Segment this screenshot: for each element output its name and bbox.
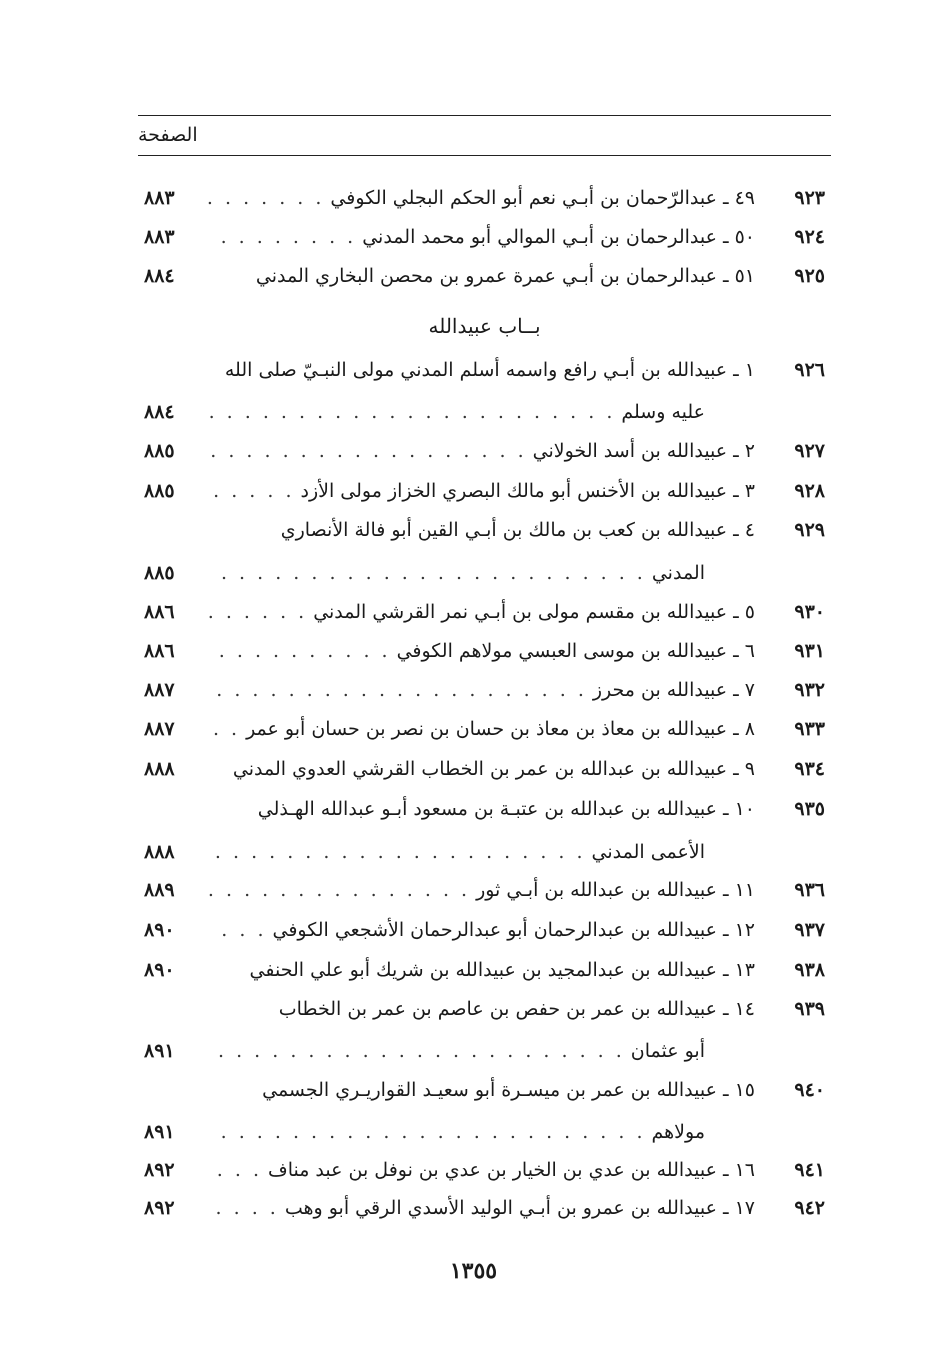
entry-title: ٤ ـ عبيدالله بن كعب بن مالك بن أبـي القين أبو فالة الأنصاري (280, 519, 755, 541)
entry-title: ١٣ ـ عبيدالله بن عبدالمجيد بن عبيدالله بن شريك أبو علي الحنفي (249, 959, 755, 981)
leader-dots (208, 1152, 262, 1188)
entry-page: ٨٨٦ (144, 601, 175, 623)
toc-entry-continuation (138, 394, 831, 430)
header-rule-bottom (138, 155, 831, 156)
entry-page: ٨٨٥ (144, 480, 175, 502)
entry-sequence: ٩٣٠ (794, 601, 825, 623)
entry-sequence: ٩٣٧ (794, 919, 825, 941)
entry-sequence: ٩٤٠ (794, 1079, 825, 1101)
entry-page: ٨٨٨ (144, 758, 175, 780)
entry-sequence: ٩٤٢ (794, 1197, 825, 1219)
toc-entry (138, 1072, 831, 1108)
leader-dots (208, 633, 391, 669)
leader-dots (208, 473, 295, 509)
entry-sequence: ٩٢٨ (794, 480, 825, 502)
entry-title: ٨ ـ عبيدالله بن معاذ بن معاذ بن حسان بن نصر بن حسان أبو عمر (246, 718, 755, 740)
leader-dots (208, 834, 586, 870)
entry-sequence: ٩٣٨ (794, 959, 825, 981)
entry-page: ٨٨٦ (144, 640, 175, 662)
toc-entry (138, 633, 831, 669)
entry-page: ٨٨٧ (144, 718, 175, 740)
page-number: ١٣٥٥ (449, 1258, 498, 1284)
entry-page: ٨٩١ (144, 1121, 175, 1143)
leader-dots (208, 394, 615, 430)
leader-dots (208, 711, 240, 747)
toc-entry (138, 219, 831, 255)
toc-entry-continuation (138, 1114, 831, 1150)
entry-title-continuation: المدني (651, 562, 705, 584)
entry-title: ١٢ ـ عبيدالله بن عبدالرحمان أبو عبدالرحمان الأشجعي الكوفي (272, 919, 755, 941)
entry-sequence: ٩٣٥ (794, 798, 825, 820)
entry-page: ٨٨٧ (144, 679, 175, 701)
entry-title: ٣ ـ عبيدالله بن الأخنس أبو مالك البصري الخزاز مولى الأزد (300, 480, 755, 502)
entry-sequence: ٩٢٧ (794, 440, 825, 462)
entry-title: ١٠ ـ عبيدالله بن عبدالله بن عتبـة بن مسعود أبـو عبدالله الهـذلي (257, 798, 755, 820)
toc-entry-continuation (138, 1033, 831, 1069)
entry-sequence: ٩٣١ (794, 640, 825, 662)
header-rule-top (138, 115, 831, 116)
entry-title: ٥٠ ـ عبدالرحمان بن أبـي الموالي أبو محمد المدني (362, 226, 755, 248)
leader-dots (208, 672, 587, 708)
entry-page: ٨٨٩ (144, 879, 175, 901)
entry-page: ٨٨٣ (144, 187, 175, 209)
leader-dots (208, 433, 527, 469)
entry-title: ٥ ـ عبيدالله بن مقسم مولى بن أبـي نمر القرشي المدني (313, 601, 755, 623)
toc-entry (138, 473, 831, 509)
entry-title: ١٥ ـ عبيدالله بن عمر بن ميسـرة أبو سعيـد القواريـري الجسمي (262, 1079, 755, 1101)
toc-entry (138, 872, 831, 908)
entry-page: ٨٨٨ (144, 841, 175, 863)
page-column-label: الصفحة (138, 124, 198, 146)
leader-dots (208, 1114, 646, 1150)
toc-entry (138, 912, 831, 948)
entry-sequence: ٩٣٣ (794, 718, 825, 740)
entry-page: ٨٨٤ (144, 265, 175, 287)
toc-entry (138, 433, 831, 469)
entry-title-continuation: أبو عثمان (630, 1040, 705, 1062)
entry-sequence: ٩٢٦ (794, 359, 825, 381)
entry-title: ٢ ـ عبيدالله بن أسد الخولاني (532, 440, 755, 462)
toc-entry (138, 751, 831, 787)
toc-entry-continuation (138, 555, 831, 591)
toc-entry (138, 791, 831, 827)
entry-page: ٨٨٣ (144, 226, 175, 248)
entry-title: ٩ ـ عبيدالله بن عبدالله بن عمر بن الخطاب القرشي العدوي المدني (232, 758, 755, 780)
entry-page: ٨٩٠ (144, 919, 175, 941)
toc-entry (138, 258, 831, 294)
toc-entry (138, 952, 831, 988)
entry-title-continuation: عليه وسلم (621, 401, 705, 423)
entry-title: ١ ـ عبيدالله بن أبـي رافع واسمه أسلم المدني مولى النبـيّ صلى الله (224, 359, 755, 381)
toc-entry (138, 672, 831, 708)
leader-dots (208, 555, 646, 591)
entry-page: ٨٩٢ (144, 1197, 175, 1219)
entry-page: ٨٨٥ (144, 562, 175, 584)
entry-title: ٧ ـ عبيدالله بن محرز (592, 679, 755, 701)
entry-sequence: ٩٢٤ (794, 226, 825, 248)
entry-title: ١٤ ـ عبيدالله بن عمر بن حفص بن عاصم بن عمر بن الخطاب (278, 998, 755, 1020)
toc-entry (138, 512, 831, 548)
entry-sequence: ٩٢٣ (794, 187, 825, 209)
entry-page: ٨٩١ (144, 1040, 175, 1062)
entry-sequence: ٩٢٩ (794, 519, 825, 541)
leader-dots (208, 1033, 625, 1069)
entry-title: ٦ ـ عبيدالله بن موسى العبسي مولاهم الكوفي (396, 640, 755, 662)
entry-sequence: ٩٣٦ (794, 879, 825, 901)
toc-entry (138, 991, 831, 1027)
entry-title: ١١ ـ عبيدالله بن عبدالله بن أبـي ثور (476, 879, 755, 901)
toc-entry (138, 180, 831, 216)
toc-entry-continuation (138, 834, 831, 870)
toc-entry (138, 352, 831, 388)
leader-dots (208, 912, 267, 948)
leader-dots (208, 180, 324, 216)
toc-entry (138, 1152, 831, 1188)
entry-sequence: ٩٢٥ (794, 265, 825, 287)
leader-dots (208, 1190, 279, 1226)
entry-page: ٨٩٢ (144, 1159, 175, 1181)
entry-page: ٨٩٠ (144, 959, 175, 981)
entry-sequence: ٩٣٩ (794, 998, 825, 1020)
entry-sequence: ٩٤١ (794, 1159, 825, 1181)
entry-title: ٤٩ ـ عبدالرّحمان بن أبـي نعم أبو الحكم البجلي الكوفي (330, 187, 755, 209)
toc-entry (138, 594, 831, 630)
entry-sequence: ٩٣٤ (794, 758, 825, 780)
leader-dots (208, 872, 470, 908)
entry-page: ٨٨٥ (144, 440, 175, 462)
entry-sequence: ٩٣٢ (794, 679, 825, 701)
leader-dots (208, 219, 356, 255)
entry-title: ٥١ ـ عبدالرحمان بن أبـي عمرة عمرو بن محصن البخاري المدني (255, 265, 755, 287)
toc-entry (138, 711, 831, 747)
entry-title-continuation: مولاهم (651, 1121, 705, 1143)
entry-title: ١٧ ـ عبيدالله بن عمرو بن أبـي الوليد الأسدي الرقي أبو وهب (284, 1197, 755, 1219)
toc-entry (138, 1190, 831, 1226)
section-heading: بــاب عبيدالله (428, 314, 541, 338)
entry-page: ٨٨٤ (144, 401, 175, 423)
entry-title-continuation: الأعمى المدني (591, 841, 705, 863)
leader-dots (208, 594, 307, 630)
entry-title: ١٦ ـ عبيدالله بن عدي بن الخيار بن عدي بن نوفل بن عبد مناف (268, 1159, 755, 1181)
